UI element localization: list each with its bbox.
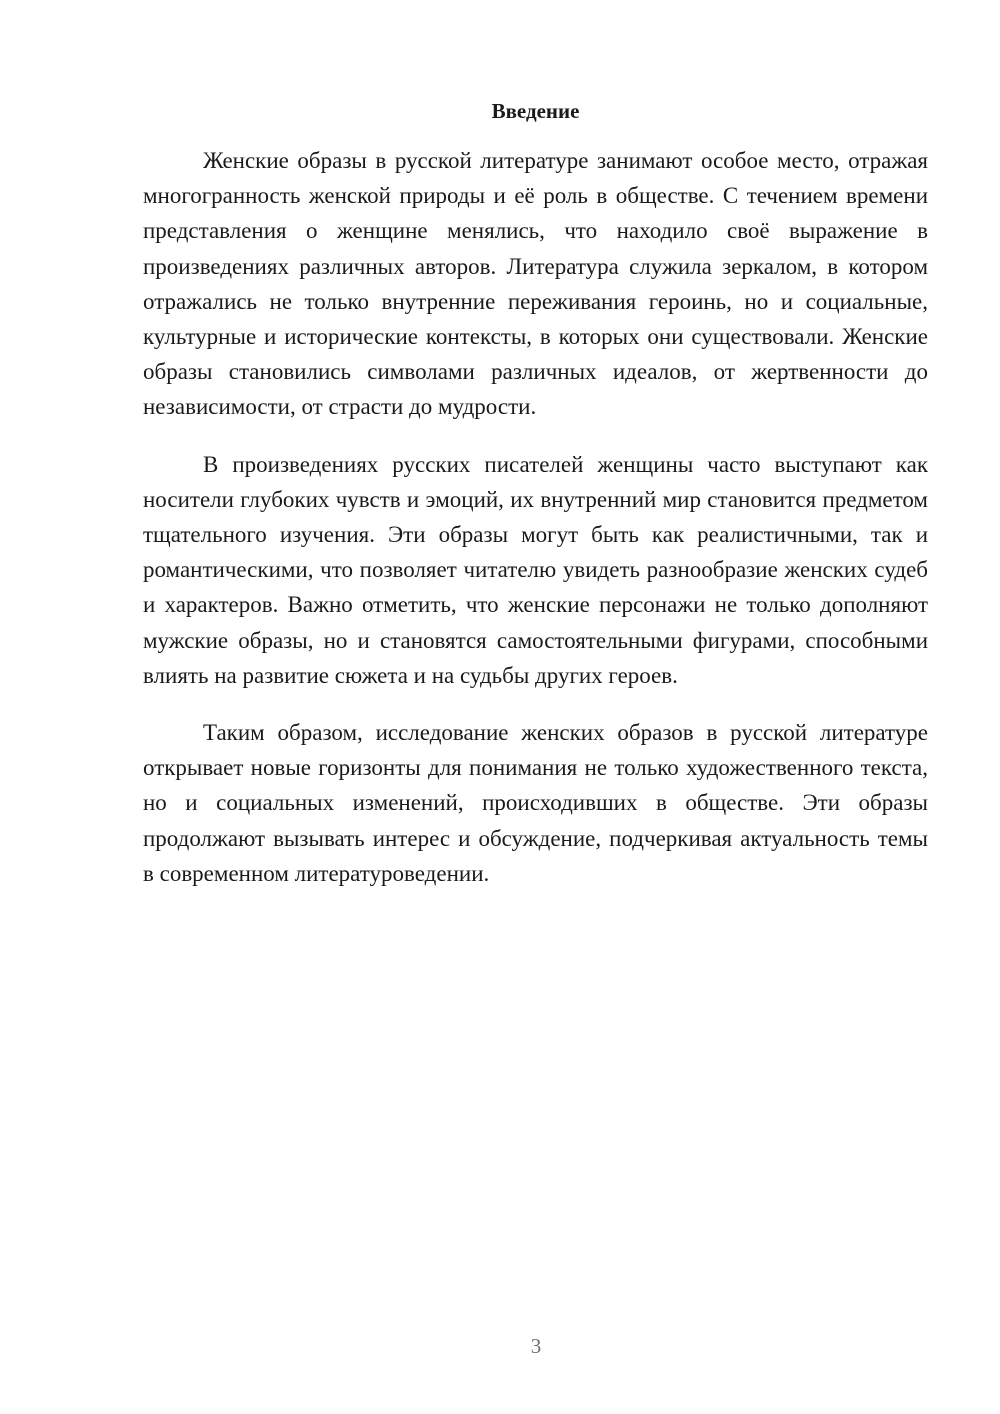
- paragraph-3: Таким образом, исследование женских образов в русской литературе открывает новые горизонты для понимания не только художественного текста, но и социальных изменений, происходивших в обществе. Эти образы продолжают вызывать интерес и обсуждение, подчеркивая актуальность темы в современном литературоведении.: [143, 720, 928, 886]
- section-heading: Введение: [491, 99, 580, 123]
- paragraph-2: В произведениях русских писателей женщины часто выступают как носители глубоких чувств и эмоций, их внутренний мир становится предметом тщательного изучения. Эти образы могут быть как реалистичными, так и романтическими, что позволяет читателю увидеть разнообразие женских судеб и характеров. Важно отметить, что женские персонажи не только дополняют мужские образы, но и становятся самостоятельными фигурами, способными влиять на развитие сюжета и на судьбы других героев.: [143, 451, 928, 688]
- page-number: 3: [530, 1334, 542, 1358]
- paragraph-1: Женские образы в русской литературе занимают особое место, отражая многогранность женской природы и её роль в обществе. С течением времени представления о женщине менялись, что находило своё выражение в произведениях различных авторов. Литература служила зеркалом, в котором отражались не только внутренние переживания героинь, но и социальные, культурные и исторические контексты, в которых они существовали. Женские образы становились символами различных идеалов, от жертвенности до независимости, от страсти до мудрости.: [143, 148, 928, 420]
- body-text: [143, 143, 928, 913]
